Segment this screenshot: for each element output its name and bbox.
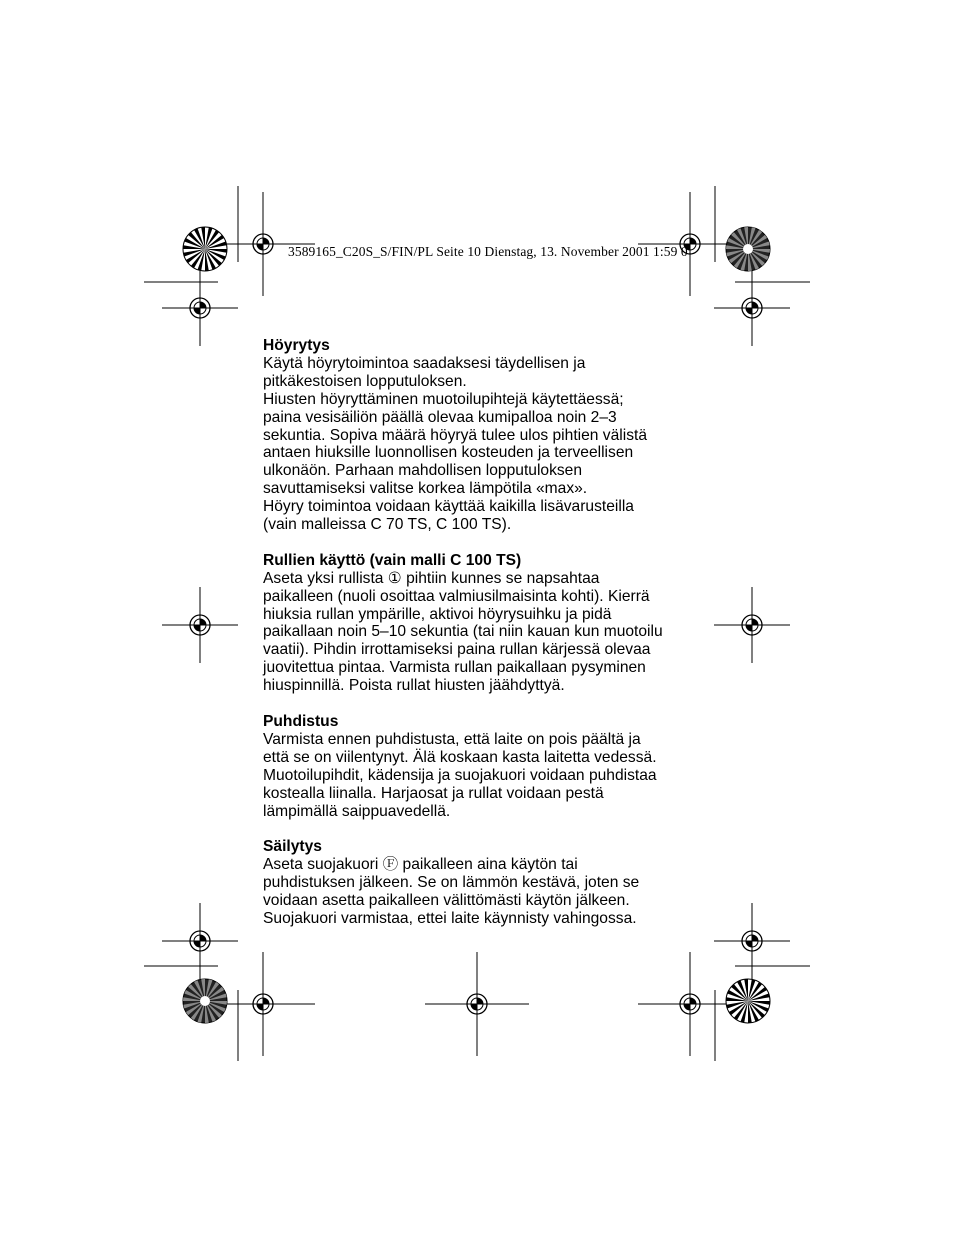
registration-mark-icon xyxy=(162,587,238,663)
color-wheel-icon xyxy=(183,227,227,271)
section-heading: Puhdistus xyxy=(263,713,339,730)
section-puhdistus xyxy=(263,713,703,820)
section-body: Käytä höyrytoimintoa saadaksesi täydellisen ja pitkäkestoisen lopputuloksen. Hiusten höyryttäminen muotoilupihtejä käytettäessä; paina vesisäiliön päällä olevaa kumipalloa noin 2–3 sekuntia. Sopiva määrä höyryä tulee ulos pihtien välistä antaen hiuksille luonnollisen kosteuden ja terveellisen ulkonäön. Parhaan mahdollisen lopputuloksen savuttamiseksi valitse korkea lämpötila «max». Höyry toimintoa voidaan käyttää kaikilla lisävarusteilla (vain malleissa C 70 TS, C 100 TS). xyxy=(263,354,647,534)
registration-mark-icon xyxy=(162,270,238,346)
section-body: Aseta suojakuori Ⓕ paikalleen aina käytön tai puhdistuksen jälkeen. Se on lämmön kestävä, joten se voidaan asetta paikalleen välittömästi käytön jälkeen. Suojakuori varmistaa, ettei laite käynnisty vahingossa. xyxy=(263,856,640,927)
color-wheel-icon xyxy=(183,979,227,1023)
registration-mark-icon xyxy=(714,270,790,346)
registration-mark-icon xyxy=(425,952,529,1056)
section-heading: Höyrytys xyxy=(263,337,330,354)
color-wheel-icon xyxy=(726,979,770,1023)
section-body: Varmista ennen puhdistusta, että laite on pois päältä ja että se on viilentynyt. Älä koskaan kasta laitetta vedessä. Muotoilupihdit, kädensija ja suojakuori voidaan puhdistaa kostealla liinalla. Harjaosat ja rullat voidaan pestä lämpimällä saippuavedellä. xyxy=(263,730,657,820)
registration-mark-icon xyxy=(162,903,238,979)
section-sailytys xyxy=(263,838,703,928)
registration-mark-icon xyxy=(714,903,790,979)
manual-page-content xyxy=(263,337,703,946)
section-heading: Rullien käyttö (vain malli C 100 TS) xyxy=(263,551,522,569)
color-wheel-icon xyxy=(726,227,770,271)
section-hoyrytys xyxy=(263,337,703,534)
section-heading: Säilytys xyxy=(263,838,322,856)
registration-mark-icon xyxy=(714,587,790,663)
slug-line: 3589165_C20S_S/FIN/PL Seite 10 Dienstag, 13. November 2001 1:59 0 xyxy=(288,244,688,259)
section-rullien-kaytto xyxy=(263,552,703,695)
section-body: Aseta yksi rullista ① pihtiin kunnes se napsahtaa paikalleen (nuoli osoittaa valmiusilmaisinta kohti). Kierrä hiuksia rullan ympärille, aktivoi höyrysuihku ja pidä paikallaan noin 5–10 sekuntia (tai niin kauan kun muotoilu vaatii). Pihdin irrottamiseksi paina rullan kärjessä olevaa juovitettua pintaa. Varmista rullan paikallaan pysyminen hiuspinnillä. Poista rullat hiusten jäähdyttyä. xyxy=(263,569,663,695)
